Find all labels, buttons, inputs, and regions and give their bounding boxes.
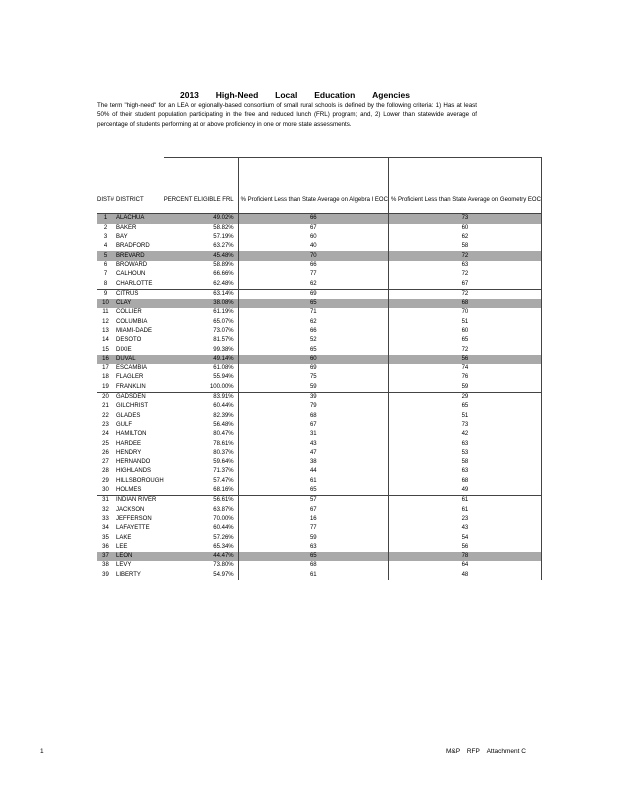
- cell-algebra: 59: [238, 533, 388, 542]
- cell-district: LEVY: [116, 562, 132, 569]
- cell-dist: 23: [102, 421, 109, 428]
- cell-algebra: 71: [238, 308, 388, 317]
- cell-geometry: 68: [388, 477, 541, 486]
- cell-dist: 9: [97, 289, 114, 299]
- cell-dist: 27: [102, 459, 109, 466]
- cell-algebra: 79: [238, 402, 388, 411]
- cell-district: LAKE: [116, 534, 132, 541]
- cell-dist: 6: [103, 261, 108, 268]
- cell-dist: 12: [102, 318, 109, 325]
- cell-frl: 83.91%: [164, 392, 238, 402]
- cell-dist: 20: [97, 392, 114, 402]
- cell-algebra: 65: [238, 552, 388, 561]
- title-word: High-Need: [215, 90, 259, 100]
- cell-geometry: 72: [388, 345, 541, 354]
- cell-district: GULF: [116, 421, 133, 428]
- cell-frl: 80.47%: [164, 430, 238, 439]
- cell-geometry: 72: [388, 289, 541, 299]
- cell-frl: 66.66%: [164, 270, 238, 279]
- cell-algebra: 39: [238, 392, 388, 402]
- cell-algebra: 40: [238, 242, 388, 251]
- cell-district: COLUMBIA: [116, 318, 148, 325]
- intro-paragraph: The term "high-need" for an LEA or egionally-based consortium of small rural schools is defined by the following criteria: 1) Has at least 50% of their student population participating in the free and reduced lunch (FRL) program; and, 2) Lower than statewide average of percentage of students performing at or above proficiency in one or more state assessments.: [97, 102, 477, 128]
- table-row: [97, 308, 541, 317]
- cell-district: CITRUS: [114, 289, 164, 299]
- cell-frl: 100.00%: [164, 383, 238, 393]
- table-row: [97, 299, 541, 308]
- cell-district: HERNANDO: [116, 459, 151, 466]
- title-word: Local: [275, 90, 298, 100]
- table-row: [97, 289, 541, 299]
- table-body: [97, 214, 541, 580]
- cell-frl: 81.57%: [164, 336, 238, 345]
- table-row: [97, 430, 541, 439]
- cell-dist: 11: [102, 309, 109, 316]
- cell-district: BROWARD: [116, 261, 148, 268]
- cell-frl: 60.44%: [164, 524, 238, 533]
- cell-geometry: 42: [388, 430, 541, 439]
- cell-dist: 26: [102, 449, 109, 456]
- cell-dist: 3: [103, 234, 108, 241]
- table-row: [97, 261, 541, 270]
- cell-geometry: 23: [388, 515, 541, 524]
- cell-algebra: 69: [238, 364, 388, 373]
- page-title: [180, 90, 410, 100]
- cell-algebra: 67: [238, 506, 388, 515]
- cell-dist: 8: [103, 280, 108, 287]
- cell-geometry: 62: [388, 233, 541, 242]
- cell-frl: 63.87%: [164, 506, 238, 515]
- cell-algebra: 62: [238, 279, 388, 289]
- cell-frl: 73.80%: [164, 561, 238, 570]
- cell-frl: 44.47%: [164, 552, 238, 561]
- cell-district: DIXIE: [116, 346, 132, 353]
- table-row: [97, 251, 541, 260]
- cell-dist: 18: [102, 374, 109, 381]
- cell-geometry: 61: [388, 506, 541, 515]
- table-row: [97, 439, 541, 448]
- cell-algebra: 38: [238, 458, 388, 467]
- cell-algebra: 68: [238, 412, 388, 421]
- cell-dist: 37: [97, 552, 114, 561]
- cell-algebra: 60: [238, 355, 388, 364]
- cell-algebra: 60: [238, 233, 388, 242]
- cell-geometry: 58: [388, 242, 541, 251]
- cell-algebra: 65: [238, 345, 388, 354]
- cell-frl: 38.08%: [164, 299, 238, 308]
- cell-frl: 65.07%: [164, 318, 238, 327]
- cell-algebra: 43: [238, 439, 388, 448]
- cell-algebra: 67: [238, 421, 388, 430]
- cell-district: BREVARD: [114, 251, 164, 260]
- cell-geometry: 63: [388, 439, 541, 448]
- table-row: [97, 233, 541, 242]
- table-row: [97, 242, 541, 251]
- cell-district: GILCHRIST: [116, 403, 149, 410]
- cell-district: MIAMI-DADE: [116, 328, 153, 334]
- cell-algebra: 44: [238, 467, 388, 476]
- cell-geometry: 76: [388, 373, 541, 382]
- cell-geometry: 56: [388, 543, 541, 552]
- table-row: [97, 449, 541, 458]
- cell-dist: 13: [102, 328, 109, 334]
- cell-district: DUVAL: [114, 355, 164, 364]
- cell-frl: 49.02%: [164, 214, 238, 224]
- cell-geometry: 49: [388, 486, 541, 496]
- table-row: [97, 336, 541, 345]
- cell-dist: 30: [102, 487, 109, 494]
- cell-dist: 29: [102, 477, 109, 484]
- cell-district: LEON: [114, 552, 164, 561]
- cell-geometry: 72: [388, 251, 541, 260]
- cell-frl: 99.38%: [164, 345, 238, 354]
- cell-dist: 25: [102, 440, 109, 447]
- table-row: [97, 552, 541, 561]
- cell-dist: 5: [97, 251, 114, 260]
- cell-frl: 82.39%: [164, 412, 238, 421]
- cell-geometry: 60: [388, 224, 541, 233]
- cell-algebra: 16: [238, 515, 388, 524]
- cell-geometry: 58: [388, 458, 541, 467]
- table-row: [97, 515, 541, 524]
- cell-geometry: 63: [388, 467, 541, 476]
- cell-dist: 15: [102, 346, 109, 353]
- title-word: Agencies: [372, 90, 410, 100]
- cell-geometry: 64: [388, 561, 541, 570]
- cell-geometry: 43: [388, 524, 541, 533]
- footer-word: M&P: [446, 748, 461, 755]
- cell-dist: 7: [103, 271, 108, 278]
- table-row: [97, 364, 541, 373]
- cell-frl: 57.19%: [164, 233, 238, 242]
- cell-algebra: 61: [238, 477, 388, 486]
- title-word: 2013: [180, 90, 199, 100]
- header-geometry: % Proficient Less than State Average on Geometry EOC: [388, 158, 541, 205]
- cell-geometry: 67: [388, 279, 541, 289]
- cell-frl: 56.61%: [164, 496, 238, 506]
- cell-district: CALHOUN: [116, 271, 146, 278]
- cell-district: DESOTO: [116, 337, 142, 344]
- cell-algebra: 66: [238, 261, 388, 270]
- cell-dist: 34: [102, 525, 109, 532]
- cell-dist: 24: [102, 431, 109, 438]
- cell-algebra: 77: [238, 524, 388, 533]
- cell-frl: 56.48%: [164, 421, 238, 430]
- cell-district: BAKER: [116, 224, 137, 231]
- cell-frl: 68.16%: [164, 486, 238, 496]
- cell-district: HARDEE: [116, 440, 142, 447]
- table-row: [97, 224, 541, 233]
- cell-algebra: 47: [238, 449, 388, 458]
- header-algebra: % Proficient Less than State Average on Algebra I EOC: [238, 158, 388, 205]
- cell-frl: 65.34%: [164, 543, 238, 552]
- cell-dist: 10: [97, 299, 114, 308]
- cell-geometry: 65: [388, 402, 541, 411]
- cell-algebra: 69: [238, 289, 388, 299]
- lea-table: [97, 157, 542, 580]
- table-row: [97, 421, 541, 430]
- cell-geometry: 48: [388, 571, 541, 580]
- cell-dist: 17: [102, 365, 109, 372]
- table-row: [97, 486, 541, 496]
- table-row: [97, 496, 541, 506]
- cell-dist: 39: [102, 571, 109, 578]
- cell-frl: 57.47%: [164, 477, 238, 486]
- cell-district: JEFFERSON: [116, 515, 152, 522]
- cell-geometry: 51: [388, 412, 541, 421]
- cell-geometry: 56: [388, 355, 541, 364]
- cell-algebra: 63: [238, 543, 388, 552]
- cell-geometry: 70: [388, 308, 541, 317]
- cell-geometry: 73: [388, 421, 541, 430]
- cell-district: HIGHLANDS: [116, 468, 152, 475]
- table-row: [97, 467, 541, 476]
- footer-word: Attachment C: [486, 748, 526, 755]
- cell-algebra: 57: [238, 496, 388, 506]
- cell-district: HOLMES: [116, 487, 142, 494]
- cell-algebra: 66: [238, 214, 388, 224]
- cell-geometry: 60: [388, 327, 541, 336]
- header-district: DISTRICT: [116, 196, 144, 203]
- cell-algebra: 70: [238, 251, 388, 260]
- cell-dist: 31: [97, 496, 114, 506]
- cell-district: ESCAMBIA: [116, 365, 148, 372]
- cell-geometry: 53: [388, 449, 541, 458]
- table-row: [97, 561, 541, 570]
- cell-dist: 14: [102, 337, 109, 344]
- cell-district: INDIAN RIVER: [114, 496, 164, 506]
- cell-dist: 4: [103, 243, 108, 250]
- cell-district: FRANKLIN: [116, 383, 146, 390]
- cell-frl: 59.64%: [164, 458, 238, 467]
- cell-district: CHARLOTTE: [116, 280, 153, 287]
- cell-district: CLAY: [114, 299, 164, 308]
- cell-frl: 61.19%: [164, 308, 238, 317]
- cell-geometry: 54: [388, 533, 541, 542]
- cell-frl: 45.48%: [164, 251, 238, 260]
- cell-frl: 73.07%: [164, 327, 238, 336]
- cell-district: ALACHUA: [114, 214, 164, 224]
- cell-dist: 35: [102, 534, 109, 541]
- cell-district: LEE: [116, 543, 128, 550]
- table-row: [97, 524, 541, 533]
- cell-frl: 49.14%: [164, 355, 238, 364]
- cell-frl: 63.14%: [164, 289, 238, 299]
- title-word: Education: [314, 90, 356, 100]
- cell-algebra: 75: [238, 373, 388, 382]
- cell-algebra: 67: [238, 224, 388, 233]
- table-row: [97, 383, 541, 393]
- cell-dist: 33: [102, 515, 109, 522]
- cell-district: GADSDEN: [114, 392, 164, 402]
- cell-dist: 1: [97, 214, 114, 224]
- cell-district: BAY: [116, 234, 128, 241]
- cell-dist: 16: [97, 355, 114, 364]
- cell-frl: 71.37%: [164, 467, 238, 476]
- table-row: [97, 477, 541, 486]
- cell-algebra: 52: [238, 336, 388, 345]
- header-dist: DIST#: [97, 196, 115, 203]
- cell-dist: 21: [102, 403, 109, 410]
- cell-geometry: 61: [388, 496, 541, 506]
- table-row: [97, 543, 541, 552]
- cell-algebra: 66: [238, 327, 388, 336]
- page-number: 1: [40, 748, 44, 755]
- table-row: [97, 270, 541, 279]
- cell-district: FLAGLER: [116, 374, 144, 381]
- table-row: [97, 392, 541, 402]
- cell-dist: 38: [102, 562, 109, 569]
- cell-algebra: 62: [238, 318, 388, 327]
- table-row: [97, 318, 541, 327]
- cell-geometry: 68: [388, 299, 541, 308]
- cell-frl: 61.08%: [164, 364, 238, 373]
- cell-frl: 57.26%: [164, 533, 238, 542]
- cell-dist: 36: [102, 543, 109, 550]
- table-row: [97, 355, 541, 364]
- cell-district: BRADFORD: [116, 243, 150, 250]
- cell-algebra: 59: [238, 383, 388, 393]
- table-row: [97, 533, 541, 542]
- table-row: [97, 345, 541, 354]
- cell-geometry: 51: [388, 318, 541, 327]
- cell-dist: 22: [102, 412, 109, 419]
- cell-geometry: 65: [388, 336, 541, 345]
- cell-district: LIBERTY: [116, 571, 141, 578]
- footer-attachment: [446, 748, 526, 755]
- cell-district: HILLSBOROUGH: [116, 477, 164, 484]
- table-row: [97, 402, 541, 411]
- cell-frl: 60.44%: [164, 402, 238, 411]
- cell-frl: 62.48%: [164, 279, 238, 289]
- cell-dist: 32: [102, 506, 109, 513]
- cell-frl: 78.61%: [164, 439, 238, 448]
- table-row: [97, 327, 541, 336]
- cell-frl: 80.37%: [164, 449, 238, 458]
- cell-dist: 19: [102, 383, 109, 390]
- table-row: [97, 214, 541, 224]
- cell-frl: 70.00%: [164, 515, 238, 524]
- cell-frl: 54.97%: [164, 571, 238, 580]
- cell-geometry: 59: [388, 383, 541, 393]
- cell-geometry: 63: [388, 261, 541, 270]
- cell-algebra: 77: [238, 270, 388, 279]
- footer-word: RFP: [466, 748, 480, 755]
- cell-algebra: 68: [238, 561, 388, 570]
- header-frl: PERCENT ELIGIBLE FRL: [164, 158, 238, 205]
- cell-district: HAMILTON: [116, 431, 147, 438]
- cell-frl: 63.27%: [164, 242, 238, 251]
- cell-geometry: 78: [388, 552, 541, 561]
- cell-district: JACKSON: [116, 506, 145, 513]
- cell-algebra: 31: [238, 430, 388, 439]
- cell-geometry: 72: [388, 270, 541, 279]
- cell-frl: 58.89%: [164, 261, 238, 270]
- table-row: [97, 458, 541, 467]
- cell-dist: 28: [102, 468, 109, 475]
- cell-frl: 55.94%: [164, 373, 238, 382]
- cell-district: HENDRY: [116, 449, 142, 456]
- cell-geometry: 73: [388, 214, 541, 224]
- cell-district: COLLIER: [116, 309, 142, 316]
- cell-district: LAFAYETTE: [116, 525, 150, 532]
- cell-dist: 2: [103, 224, 108, 231]
- cell-geometry: 74: [388, 364, 541, 373]
- cell-frl: 58.82%: [164, 224, 238, 233]
- cell-algebra: 65: [238, 299, 388, 308]
- table-row: [97, 506, 541, 515]
- table-row: [97, 279, 541, 289]
- cell-algebra: 65: [238, 486, 388, 496]
- table-row: [97, 373, 541, 382]
- cell-algebra: 61: [238, 571, 388, 580]
- cell-geometry: 29: [388, 392, 541, 402]
- cell-district: GLADES: [116, 412, 141, 419]
- table-row: [97, 412, 541, 421]
- table-row: [97, 571, 541, 580]
